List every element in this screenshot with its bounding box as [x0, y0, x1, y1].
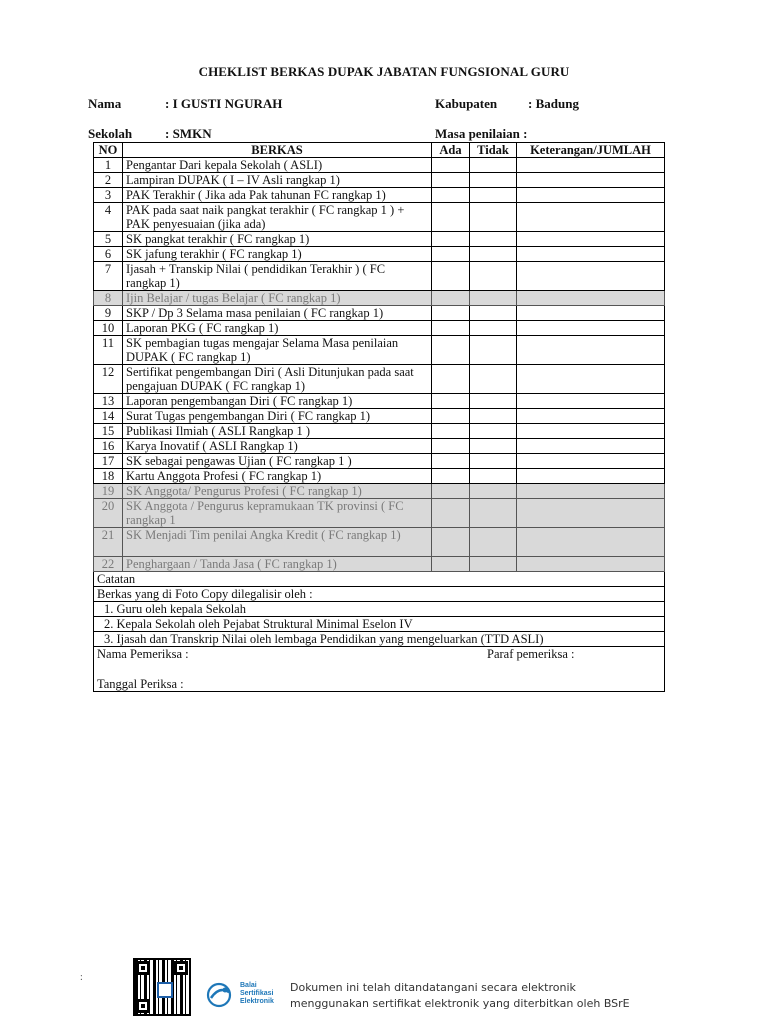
masa-penilaian-label: Masa penilaian : — [435, 126, 528, 141]
nama-value: : I GUSTI NGURAH — [165, 96, 283, 111]
row-number: 14 — [94, 409, 123, 424]
table-row — [94, 232, 665, 247]
row-number: 13 — [94, 394, 123, 409]
catatan-label: Catatan — [94, 572, 665, 587]
legalisir-item: 3. Ijasah dan Transkrip Nilai oleh lembaga Pendidikan yang mengeluarkan (TTD ASLI) — [94, 632, 665, 647]
row-tidak-cell — [470, 247, 517, 262]
row-tidak-cell — [470, 321, 517, 336]
row-keterangan-cell — [517, 321, 665, 336]
row-ada-cell — [432, 484, 470, 499]
row-ada-cell — [432, 262, 470, 291]
table-row — [94, 409, 665, 424]
row-number: 17 — [94, 454, 123, 469]
row-keterangan-cell — [517, 232, 665, 247]
table-row — [94, 158, 665, 173]
row-berkas: Surat Tugas pengembangan Diri ( FC rangkap 1) — [123, 409, 432, 424]
row-tidak-cell — [470, 173, 517, 188]
row-berkas: Ijin Belajar / tugas Belajar ( FC rangkap 1) — [123, 291, 432, 306]
row-number: 15 — [94, 424, 123, 439]
checklist-table — [93, 142, 665, 692]
row-ada-cell — [432, 409, 470, 424]
qr-code-icon — [133, 958, 191, 1016]
row-keterangan-cell — [517, 336, 665, 365]
row-berkas: Laporan PKG ( FC rangkap 1) — [123, 321, 432, 336]
table-row — [94, 528, 665, 557]
table-row — [94, 365, 665, 394]
row-berkas: Pengantar Dari kepala Sekolah ( ASLI) — [123, 158, 432, 173]
tanggal-periksa-label: Tanggal Periksa : — [97, 677, 184, 691]
row-keterangan-cell — [517, 394, 665, 409]
col-header-keterangan: Keterangan/JUMLAH — [517, 143, 665, 158]
row-ada-cell — [432, 454, 470, 469]
row-tidak-cell — [470, 394, 517, 409]
row-tidak-cell — [470, 424, 517, 439]
row-berkas: Sertifikat pengembangan Diri ( Asli Ditunjukan pada saat pengajuan DUPAK ( FC rangkap 1) — [123, 365, 432, 394]
col-header-tidak: Tidak — [470, 143, 517, 158]
row-berkas: SK jafung terakhir ( FC rangkap 1) — [123, 247, 432, 262]
row-ada-cell — [432, 439, 470, 454]
row-keterangan-cell — [517, 439, 665, 454]
row-ada-cell — [432, 499, 470, 528]
row-berkas: PAK Terakhir ( Jika ada Pak tahunan FC rangkap 1) — [123, 188, 432, 203]
row-tidak-cell — [470, 158, 517, 173]
row-berkas: PAK pada saat naik pangkat terakhir ( FC rangkap 1 ) + PAK penyesuaian (jika ada) — [123, 203, 432, 232]
footer-colon: : — [80, 972, 83, 983]
legalisir-item: 1. Guru oleh kepala Sekolah — [94, 602, 665, 617]
table-row — [94, 173, 665, 188]
legalisir-label: Berkas yang di Foto Copy dilegalisir oleh : — [94, 587, 665, 602]
row-keterangan-cell — [517, 188, 665, 203]
row-keterangan-cell — [517, 247, 665, 262]
row-berkas: SK Anggota/ Pengurus Profesi ( FC rangkap 1) — [123, 484, 432, 499]
table-row — [94, 203, 665, 232]
row-keterangan-cell — [517, 203, 665, 232]
row-number: 11 — [94, 336, 123, 365]
table-row — [94, 291, 665, 306]
row-tidak-cell — [470, 306, 517, 321]
row-berkas: SK Menjadi Tim penilai Angka Kredit ( FC rangkap 1) — [123, 528, 432, 557]
bsre-logo-text — [240, 982, 274, 1006]
row-berkas: Laporan pengembangan Diri ( FC rangkap 1) — [123, 394, 432, 409]
row-keterangan-cell — [517, 291, 665, 306]
row-tidak-cell — [470, 499, 517, 528]
sekolah-value: : SMKN — [165, 126, 212, 141]
legalisir-row — [94, 587, 665, 602]
row-tidak-cell — [470, 528, 517, 557]
row-number: 1 — [94, 158, 123, 173]
row-number: 22 — [94, 557, 123, 572]
row-ada-cell — [432, 424, 470, 439]
paraf-pemeriksa-label: Paraf pemeriksa : — [487, 647, 575, 661]
row-keterangan-cell — [517, 409, 665, 424]
table-row — [94, 439, 665, 454]
row-ada-cell — [432, 557, 470, 572]
row-tidak-cell — [470, 291, 517, 306]
row-berkas: Ijasah + Transkip Nilai ( pendidikan Terakhir ) ( FC rangkap 1) — [123, 262, 432, 291]
row-ada-cell — [432, 336, 470, 365]
e-signature-line-2: menggunakan sertifikat elektronik yang diterbitkan oleh BSrE — [290, 997, 630, 1010]
pemeriksa-cell — [94, 647, 665, 692]
row-ada-cell — [432, 306, 470, 321]
row-ada-cell — [432, 203, 470, 232]
table-row — [94, 336, 665, 365]
col-header-no: NO — [94, 143, 123, 158]
row-ada-cell — [432, 173, 470, 188]
row-ada-cell — [432, 291, 470, 306]
table-row — [94, 306, 665, 321]
sekolah-label: Sekolah — [88, 126, 133, 141]
row-ada-cell — [432, 188, 470, 203]
row-keterangan-cell — [517, 306, 665, 321]
row-number: 18 — [94, 469, 123, 484]
row-number: 10 — [94, 321, 123, 336]
table-row — [94, 557, 665, 572]
row-ada-cell — [432, 365, 470, 394]
row-berkas: Karya Inovatif ( ASLI Rangkap 1) — [123, 439, 432, 454]
row-keterangan-cell — [517, 484, 665, 499]
bsre-line-3: Elektronik — [240, 998, 274, 1005]
row-tidak-cell — [470, 203, 517, 232]
col-header-ada: Ada — [432, 143, 470, 158]
row-tidak-cell — [470, 232, 517, 247]
row-keterangan-cell — [517, 469, 665, 484]
table-row — [94, 262, 665, 291]
kabupaten-value: : Badung — [528, 96, 579, 111]
row-tidak-cell — [470, 188, 517, 203]
e-signature-note — [290, 980, 630, 1012]
nama-label: Nama — [88, 96, 122, 111]
bsre-line-1: Balai — [240, 982, 257, 989]
row-number: 5 — [94, 232, 123, 247]
row-berkas: SK pangkat terakhir ( FC rangkap 1) — [123, 232, 432, 247]
col-header-berkas: BERKAS — [123, 143, 432, 158]
row-tidak-cell — [470, 439, 517, 454]
row-tidak-cell — [470, 365, 517, 394]
row-number: 12 — [94, 365, 123, 394]
row-keterangan-cell — [517, 365, 665, 394]
row-keterangan-cell — [517, 454, 665, 469]
row-keterangan-cell — [517, 528, 665, 557]
table-row — [94, 424, 665, 439]
row-number: 9 — [94, 306, 123, 321]
table-header-row — [94, 143, 665, 158]
row-tidak-cell — [470, 469, 517, 484]
table-row — [94, 394, 665, 409]
row-keterangan-cell — [517, 262, 665, 291]
legalisir-item-row — [94, 602, 665, 617]
row-berkas: Publikasi Ilmiah ( ASLI Rangkap 1 ) — [123, 424, 432, 439]
table-row — [94, 454, 665, 469]
row-number: 4 — [94, 203, 123, 232]
nama-pemeriksa-label: Nama Pemeriksa : — [97, 647, 189, 661]
row-number: 21 — [94, 528, 123, 557]
table-row — [94, 188, 665, 203]
row-berkas: SKP / Dp 3 Selama masa penilaian ( FC rangkap 1) — [123, 306, 432, 321]
row-tidak-cell — [470, 484, 517, 499]
table-row — [94, 484, 665, 499]
row-number: 20 — [94, 499, 123, 528]
row-berkas: Penghargaan / Tanda Jasa ( FC rangkap 1) — [123, 557, 432, 572]
row-ada-cell — [432, 528, 470, 557]
row-berkas: SK pembagian tugas mengajar Selama Masa penilaian DUPAK ( FC rangkap 1) — [123, 336, 432, 365]
row-berkas: SK Anggota / Pengurus kepramukaan TK provinsi ( FC rangkap 1 — [123, 499, 432, 528]
catatan-row — [94, 572, 665, 587]
row-keterangan-cell — [517, 158, 665, 173]
row-keterangan-cell — [517, 424, 665, 439]
legalisir-item-row — [94, 632, 665, 647]
row-berkas: SK sebagai pengawas Ujian ( FC rangkap 1 ) — [123, 454, 432, 469]
table-row — [94, 247, 665, 262]
table-row — [94, 469, 665, 484]
row-number: 8 — [94, 291, 123, 306]
row-tidak-cell — [470, 409, 517, 424]
row-keterangan-cell — [517, 499, 665, 528]
row-ada-cell — [432, 247, 470, 262]
legalisir-item-row — [94, 617, 665, 632]
row-ada-cell — [432, 158, 470, 173]
row-number: 6 — [94, 247, 123, 262]
row-keterangan-cell — [517, 557, 665, 572]
kabupaten-label: Kabupaten — [435, 96, 498, 111]
row-number: 7 — [94, 262, 123, 291]
table-row — [94, 499, 665, 528]
row-ada-cell — [432, 321, 470, 336]
row-berkas: Lampiran DUPAK ( I – IV Asli rangkap 1) — [123, 173, 432, 188]
row-number: 2 — [94, 173, 123, 188]
row-number: 16 — [94, 439, 123, 454]
row-berkas: Kartu Anggota Profesi ( FC rangkap 1) — [123, 469, 432, 484]
pemeriksa-row — [94, 647, 665, 692]
row-tidak-cell — [470, 262, 517, 291]
bsre-logo-icon — [205, 982, 235, 1008]
row-number: 19 — [94, 484, 123, 499]
document-title: CHEKLIST BERKAS DUPAK JABATAN FUNGSIONAL GURU — [198, 64, 570, 79]
row-ada-cell — [432, 232, 470, 247]
legalisir-item: 2. Kepala Sekolah oleh Pejabat Struktural Minimal Eselon IV — [94, 617, 665, 632]
row-tidak-cell — [470, 557, 517, 572]
row-keterangan-cell — [517, 173, 665, 188]
bsre-line-2: Sertifikasi — [240, 990, 274, 997]
row-ada-cell — [432, 394, 470, 409]
row-number: 3 — [94, 188, 123, 203]
qr-center-emblem-icon — [157, 982, 173, 998]
row-tidak-cell — [470, 336, 517, 365]
table-row — [94, 321, 665, 336]
e-signature-line-1: Dokumen ini telah ditandatangani secara elektronik — [290, 981, 576, 994]
row-tidak-cell — [470, 454, 517, 469]
row-ada-cell — [432, 469, 470, 484]
